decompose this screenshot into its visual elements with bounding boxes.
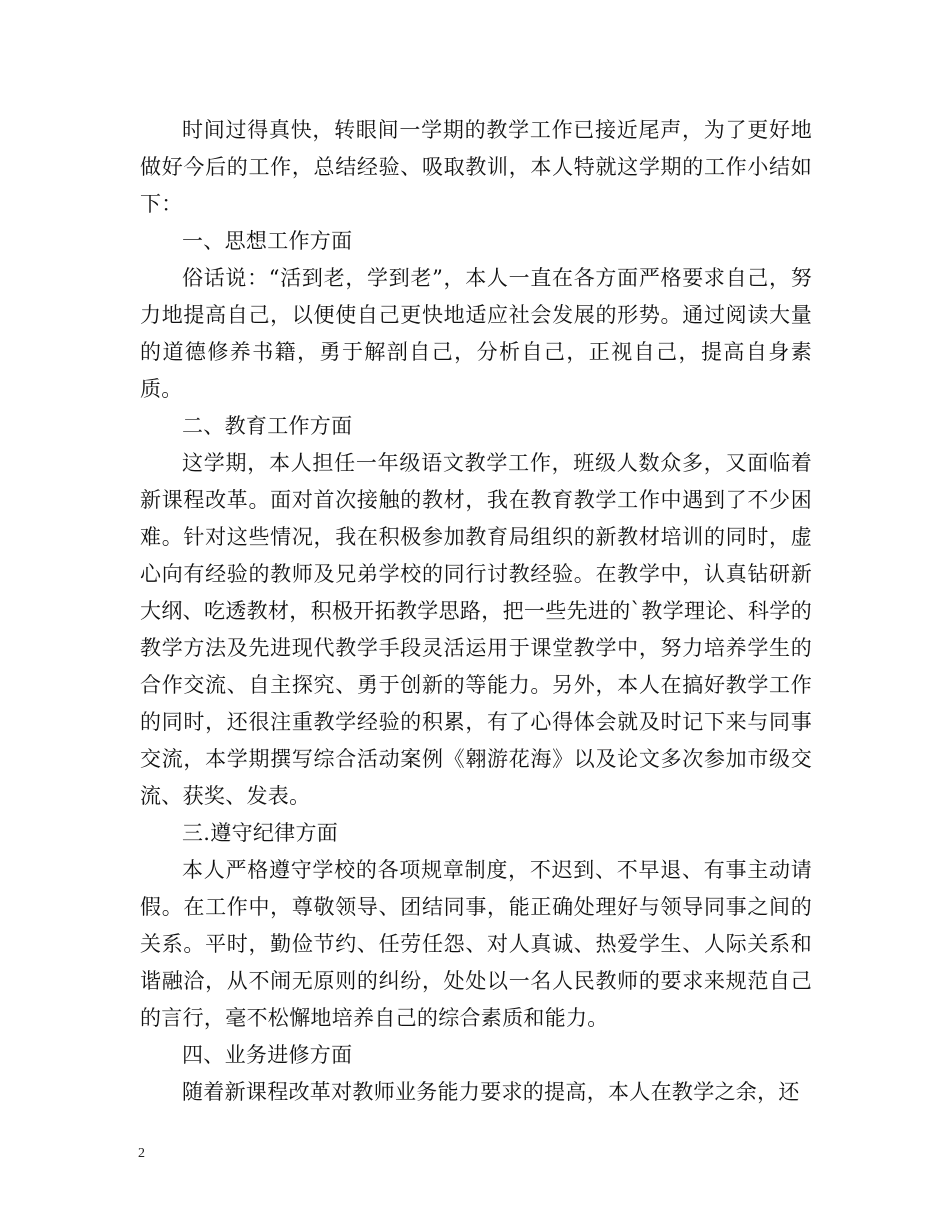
section-heading-education-work: 二、教育工作方面 [182, 414, 353, 438]
section-heading-thought-work: 一、思想工作方面 [182, 229, 353, 253]
section-heading-professional-study: 四、业务进修方面 [182, 1043, 353, 1067]
section-heading-discipline: 三.遵守纪律方面 [182, 821, 339, 845]
intro-paragraph: 时间过得真快，转眼间一学期的教学工作已接近尾声，为了更好地做好今后的工作，总结经验、吸取教训，本人特就这学期的工作小结如下： [140, 118, 812, 216]
page-number: 2 [138, 1146, 145, 1161]
document-body [140, 112, 812, 1111]
professional-study-paragraph: 随着新课程改革对教师业务能力要求的提高，本人在教学之余，还 [182, 1080, 800, 1104]
thought-work-paragraph: 俗话说：“活到老，学到老”，本人一直在各方面严格要求自己，努力地提高自己，以便使自己更快地适应社会发展的形势。通过阅读大量的道德修养书籍，勇于解剖自己，分析自己，正视自己，提高自身素质。 [140, 266, 812, 401]
discipline-paragraph: 本人严格遵守学校的各项规章制度，不迟到、不早退、有事主动请假。在工作中，尊敬领导、团结同事，能正确处理好与领导同事之间的关系。平时，勤俭节约、任劳任怨、对人真诚、热爱学生、人际关系和谐融洽，从不闹无原则的纠纷，处处以一名人民教师的要求来规范自己的言行，毫不松懈地培养自己的综合素质和能力。 [140, 858, 812, 1030]
education-work-paragraph: 这学期，本人担任一年级语文教学工作，班级人数众多，又面临着新课程改革。面对首次接触的教材，我在教育教学工作中遇到了不少困难。针对这些情况，我在积极参加教育局组织的新教材培训的同时，虚心向有经验的教师及兄弟学校的同行讨教经验。在教学中，认真钻研新大纲、吃透教材，积极开拓教学思路，把一些先进的`教学理论、科学的教学方法及先进现代教学手段灵活运用于课堂教学中，努力培养学生的合作交流、自主探究、勇于创新的等能力。另外，本人在搞好教学工作的同时，还很注重教学经验的积累，有了心得体会就及时记下来与同事交流，本学期撰写综合活动案例《翱游花海》以及论文多次参加市级交流、获奖、发表。 [140, 451, 812, 808]
